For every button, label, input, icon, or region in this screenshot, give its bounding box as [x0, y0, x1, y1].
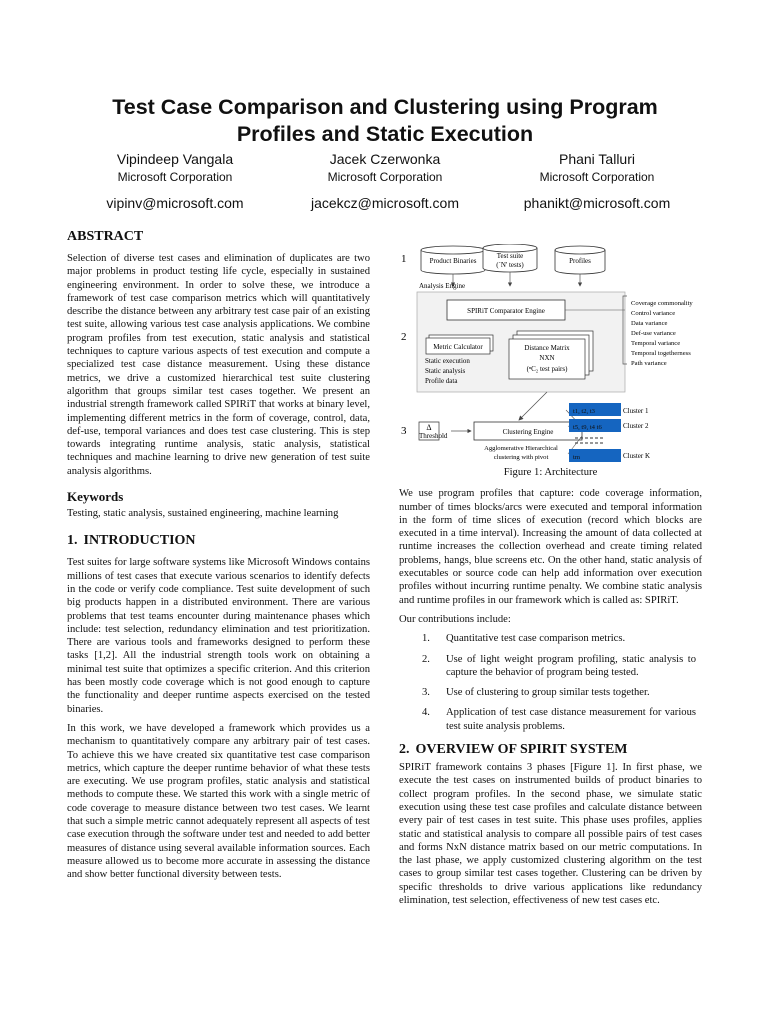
metrics-list — [631, 300, 693, 367]
comparator-engine-label: SPIRiT Comparator Engine — [467, 307, 545, 315]
phase-number-3: 3 — [401, 425, 407, 437]
phase-number-2: 2 — [401, 331, 407, 343]
abstract-heading: ABSTRACT — [67, 229, 144, 244]
static-analysis-label: Static analysis — [425, 367, 466, 375]
profiles-cylinder — [555, 246, 605, 274]
author-name: Jacek Czerwonka — [329, 151, 441, 167]
metric-item: Data variance — [631, 320, 668, 327]
cluster-label-2: Cluster 2 — [623, 422, 649, 430]
author-block-2 — [285, 150, 485, 212]
phase-number-1: 1 — [401, 253, 407, 265]
cluster-label-1: Cluster 1 — [623, 407, 649, 415]
metric-item: Temporal variance — [631, 340, 681, 347]
intro-heading — [67, 532, 370, 550]
list-item — [399, 653, 702, 680]
figure-caption: Figure 1: Architecture — [503, 467, 598, 478]
author-affiliation: Microsoft Corporation — [539, 170, 655, 184]
contributions-intro: Our contributions include: — [399, 613, 511, 625]
overview-heading — [399, 741, 702, 759]
author-name: Vipindeep Vangala — [116, 151, 234, 167]
keywords-text: Testing, static analysis, sustained engineering, machine learning — [67, 508, 339, 520]
metric-item: Path variance — [631, 360, 667, 367]
cluster-box-1-text: t1, t2, t3 — [573, 408, 595, 415]
list-item — [399, 686, 702, 699]
section-title: OVERVIEW OF SPIRIT SYSTEM — [415, 742, 628, 758]
list-item — [399, 632, 702, 645]
author-affiliation: Microsoft Corporation — [117, 170, 233, 184]
intro-paragraph-2: In this work, we have developed a framework which provides us a mechanism to quantitatively compare any arbitrary pair of test cases. To achieve this we have created six quantitative test case comparison metrics, which capture the deeper runtime behavior of what these tests are executing. We use program profiles, static analysis and statistical methods to compute these. We started this work with a single metric of code coverage to measure distance between two test cases. We learnt that such a simple metric cannot adequately represent all aspects of test case execution through the software under test and needed to add better measures of distance using several available information sources. Each measure allowed us to become more accurate in assessing the distance and show better functional diversity between tests. — [67, 722, 370, 881]
cluster-box-2-text: t5, t9, t4 t6 — [573, 424, 602, 431]
metric-item: Control variance — [631, 310, 676, 317]
list-text: Quantitative test case comparison metrics. — [446, 633, 626, 645]
metric-item: Temporal togetherness — [631, 350, 691, 357]
section-number: 1. — [67, 533, 78, 549]
profile-data-label: Profile data — [425, 377, 458, 385]
threshold-glyph-icon: Δ — [426, 423, 432, 432]
list-number: 1. — [422, 633, 430, 645]
list-text: Use of clustering to group similar tests together. — [446, 687, 650, 699]
author-affiliation: Microsoft Corporation — [327, 170, 443, 184]
author-email: vipinv@microsoft.com — [106, 195, 244, 211]
keywords-heading: Keywords — [67, 489, 124, 505]
contributions-list — [399, 632, 702, 733]
section-number: 2. — [399, 742, 410, 758]
list-number: 3. — [422, 687, 430, 699]
list-item — [399, 706, 702, 733]
intro-paragraph-1: Test suites for large software systems like Microsoft Windows contains millions of test cases that execute various scenarios to identify defects in the code or verify code compliance. Test suite development of such big products happen in a distributed environment. There are various problems that test teams encounter during maintenance phases which include: test selection, redundancy elimination and test prioritization. There are various tools and frameworks designed to perform these tasks [1,2]. All the industrial strength tools work on obtaining a minimal test suite that optimizes a specific criterion. And this criterion has been mostly code coverage which is not good enough to capture the functionality and deeper runtime aspects exercised on the tested binaries. — [67, 557, 370, 715]
right-column — [399, 244, 702, 913]
product-binaries-cylinder — [421, 246, 485, 274]
threshold-label: Threshold — [419, 432, 448, 440]
distance-matrix-size: NXN — [539, 354, 555, 362]
title-line-2: Profiles and Static Execution — [236, 122, 534, 146]
test-suite-cylinder — [483, 244, 537, 272]
list-text: Use of light weight program profiling, static analysis to capture the behavior of program being tested. — [446, 653, 696, 678]
title-line-1: Test Case Comparison and Clustering using Program — [112, 95, 658, 119]
section-title: INTRODUCTION — [83, 533, 196, 549]
analysis-engine-label: Analysis Engine — [419, 282, 466, 290]
metric-item: Def-use variance — [631, 330, 676, 337]
metric-calculator-label: Metric Calculator — [433, 343, 483, 351]
agglomerative-label: Agglomerative Hierarchical — [484, 445, 558, 452]
profiles-label: Profiles — [569, 257, 591, 265]
distance-matrix-label: Distance Matrix — [524, 344, 570, 352]
author-name: Phani Talluri — [558, 151, 635, 167]
test-suite-label: Test suite — [496, 252, 524, 260]
static-execution-label: Static execution — [425, 357, 470, 365]
right-paragraph-3: SPIRiT framework contains 3 phases [Figure 1]. In first phase, we execute the test cases on instrumented builds of product binaries to collect program profiles. In the second phase, we simulate static execution using these test case profiles and calculate distance between every pair of test cases in test suite. This phase uses profiles, applies static and statistical analysis to compare all possible pairs of test cases and forms NxN distance matrix based on our metric computations. In the last phase, we apply customized clustering algorithm on the test cases to group similar test cases together. Clustering can be driven by specific thresholds to drive various applications like redundancy elimination, test selection, effectiveness of new test cases etc. — [399, 762, 702, 907]
abstract-text: Selection of diverse test cases and elimination of duplicates are two major problems in product testing life cycle, especially in sustained engineering environment. In order to solve these, we introduce a framework of test case comparison metrics which will quantitatively describe the distance between any arbitrary test case pair of an existing test suite, allowing various test case analysis applications. We combine program profiles from test execution, static analysis and statistical techniques to capture various aspects of test execution and compute a specialized test case distance measurement. Using these distance metrics, we drive a customized hierarchical test suite clustering algorithm that groups similar test cases together. We present an industrial strength framework called SPIRiT that works at binary level, implementing different metrics in the form of coverage, control, data, def-use, temporal variances and does test case clustering. This is step towards integrating runtime analysis, static analysis, statistical techniques and machine learning to drive new generation of test suite analysis algorithms. — [67, 253, 370, 477]
architecture-figure — [399, 244, 702, 464]
list-text: Application of test case distance measurement for various test suite analysis problems. — [446, 707, 696, 732]
list-number: 2. — [422, 653, 430, 665]
author-block-1 — [75, 150, 275, 212]
product-binaries-label: Product Binaries — [429, 257, 477, 265]
list-number: 4. — [422, 707, 430, 719]
author-email: jacekcz@microsoft.com — [310, 195, 460, 211]
clustering-engine-label: Clustering Engine — [502, 428, 554, 436]
author-block-3 — [497, 150, 697, 212]
metric-item: Coverage commonality — [631, 300, 693, 307]
cluster-label-k: Cluster K — [623, 452, 651, 460]
distance-matrix-pairs: (ⁿC₂ test pairs) — [526, 365, 568, 373]
right-paragraph-1: We use program profiles that capture: code coverage information, number of times blocks/arcs were executed and temporal information in the form of time slices of execution (record which blocks are executed in a time interval). Increasing the amount of data collected at runtime increases the collection overhead and create timing related problems, hangs, blue screens etc. On the other hand, static analysis of executables or source code can help add information over execution profiles without incurring runtime penalty. We combine static analysis and runtime profiles in our framework which is called as: SPIRiT. — [399, 488, 702, 606]
left-column — [67, 228, 370, 887]
test-suite-count: (`N' tests) — [496, 261, 524, 269]
author-email: phanikt@microsoft.com — [523, 195, 671, 211]
cluster-box-k-text: tm — [573, 454, 580, 461]
paper-title — [60, 94, 710, 148]
agglomerative-sublabel: clustering with pivot — [493, 454, 549, 461]
